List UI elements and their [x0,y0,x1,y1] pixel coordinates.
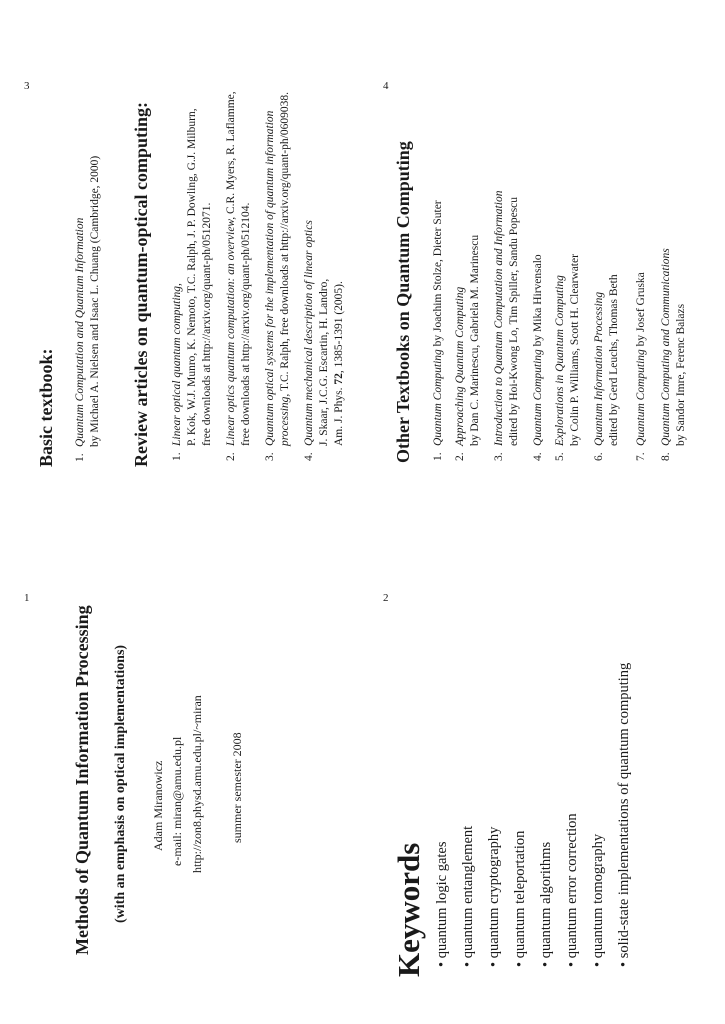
keyword-item: • quantum cryptography [486,826,502,967]
keyword-item: • quantum logic gates [434,841,450,967]
other-textbooks-heading: Other Textbooks on Quantum Computing [393,141,413,463]
review-item: 3.Quantum optical systems for the implementation of quantum information processing, T.C. Ralph, free downloads at http://arxiv.org/quant-ph/0609038. [264,91,291,461]
page-number-3: 3 [24,80,30,92]
basic-textbook-heading: Basic textbook: [36,348,56,467]
review-item: 4.Quantum mechanical description of linear optics J. Skaar, J.C.G. Escartin, H. Landro, Am. J. Phys. 72, 1385-1391 (2005). [303,220,345,461]
textbook-item: 6.Quantum Information Processing edited by Gerd Leuchs, Thomas Beth [593,274,620,461]
review-item: 2.Linear optics quantum computation: an overview, C.R. Myers, R. Laflamme, free downloads at http://arxiv.org/quant-ph/0512104. [225,91,252,461]
slide-title: Methods of Quantum Information Processing [72,605,92,955]
textbook-item: 3.Introduction to Quantum Computation and Information edited by Hoi-Kwong Lo, Tim Spiller, Sandu Popescu [493,190,520,461]
keyword-item: • solid-state implementations of quantum computing [616,662,632,967]
author-homepage: http://zon8.physd.amu.edu.pl/~miran [190,695,204,873]
textbook-item: 4.Quantum Computing by Mika Hirvensalo [532,254,544,461]
keyword-item: • quantum entanglement [460,825,476,967]
semester-label: summer semester 2008 [230,732,244,843]
review-item: 1.Linear optical quantum computing, P. Kok, W.J. Munro, K. Nemoto, T.C. Ralph, J. P. Dowling, G.J. Milburn, free downloads at http://arxiv.org/quant-ph/0512071. [171,108,213,461]
keyword-item: • quantum algorithms [538,841,554,967]
textbook-item: 5.Explorations in Quantum Computing by Colin P. Williams, Scott H. Clearwater [554,254,581,461]
keyword-item: • quantum teleportation [512,830,528,967]
textbook-item: 1.Quantum Computing by Joachim Stolze, Dieter Suter [432,200,444,461]
author-email: e-mail: miran@amu.edu.pl [170,736,184,866]
textbook-item: 2.Approaching Quantum Computing by Dan C. Marinescu, Gabriela M. Marinescu [454,234,481,461]
basic-textbook-item: 1.Quantum Computation and Quantum Information by Michael A. Nielsen and Isaac L. Chuang (Cambridge, 2000) [74,155,101,462]
review-articles-heading: Review articles on quantum-optical computing: [131,102,151,467]
page-number-2: 2 [383,592,389,604]
textbook-item: 7.Quantum Computing by Josef Gruska [635,272,647,461]
author-name: Adam Miranowicz [151,760,165,851]
textbook-item: 8.Quantum Computing and Communications by Sandor Imre, Ferenc Balazs [660,248,687,461]
slide-subtitle: (with an emphasis on optical implementations) [113,644,128,923]
page-number-4: 4 [383,80,389,92]
keywords-heading: Keywords [391,842,426,977]
page-number-1: 1 [24,592,30,604]
keyword-item: • quantum error correction [564,813,580,967]
keyword-item: • quantum tomography [590,833,606,967]
